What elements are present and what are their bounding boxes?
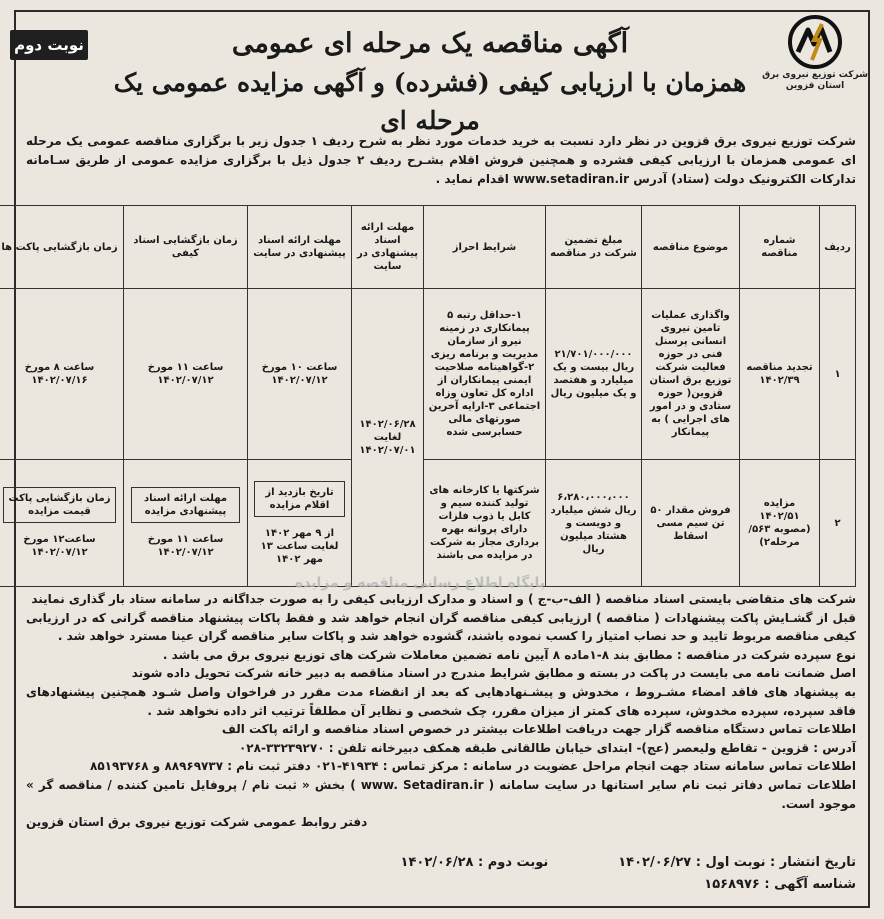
paragraph: نوع سپرده شرکت در مناقصه : مطابق بند ۸-۱ماده ۸ آیین نامه تضمین معاملات شرکت های توزیع نیروی برق می باشد . bbox=[162, 647, 856, 662]
header-radif: ردیف bbox=[820, 206, 856, 289]
row2-conditions: شرکتها یا کارخانه های تولید کننده سیم و کابل یا ذوب فلزات دارای پروانه بهره برداری مجاز به شرکت در مزایده می باشند bbox=[424, 460, 546, 587]
row2-visit-cell bbox=[248, 460, 352, 587]
row1-deadline-site: ساعت ۱۰ مورخ ۱۴۰۲/۰۷/۱۲ bbox=[248, 289, 352, 460]
row2-open-value: ساعت۱۲ مورخ ۱۴۰۲/۰۷/۱۲ bbox=[23, 534, 96, 558]
row1-conditions: ۱-حداقل رتبه ۵ پیمانکاری در زمینه نیرو از سازمان مدیریت و برنامه ریزی ۲-گواهینامه صلاحیت ایمنی پیمانکاران از اداره کل تعاون وزاه اجتماعی ۳-ارایه آخرین صورتهای مالی حسابرسی شده bbox=[424, 289, 546, 460]
header-subject: موضوع مناقصه bbox=[642, 206, 740, 289]
row1-radif: ۱ bbox=[820, 289, 856, 460]
row1-open-packets: ساعت ۸ مورخ ۱۴۰۲/۰۷/۱۶ bbox=[0, 289, 124, 460]
title-line1: آگهی مناقصه یک مرحله ای عمومی bbox=[231, 28, 629, 59]
row1-guarantee: ۲۱/۷۰۱/۰۰۰/۰۰۰ ریال بیست و یک میلیارد و هفتصد و یک میلیون ریال bbox=[546, 289, 642, 460]
header-number: شماره مناقصه bbox=[740, 206, 820, 289]
header-conditions: شرایط احراز bbox=[424, 206, 546, 289]
first-publication: تاریخ انتشار : نوبت اول : ۱۴۰۲/۰۶/۲۷ bbox=[618, 855, 856, 870]
row1-open-quality: ساعت ۱۱ مورخ ۱۴۰۲/۰۷/۱۲ bbox=[124, 289, 248, 460]
row2-number: مزایده ۱۴۰۲/۵۱ (مصوبه ۵۶۳/ مرحله۲) bbox=[740, 460, 820, 587]
paragraph: اصل ضمانت نامه می بایست در پاکت در بسته و مطابق شرایط مندرج در اسناد مناقصه به دبیر خانه شرکت تحویل داده شوند bbox=[131, 666, 856, 681]
table-row bbox=[0, 460, 856, 587]
intro-after: اقدام نماید . bbox=[435, 172, 509, 186]
row2-radif: ۲ bbox=[820, 460, 856, 587]
intro-paragraph bbox=[26, 132, 856, 189]
setad-url: www.setadiran.ir bbox=[513, 172, 630, 186]
paragraph: به پیشنهاد های فاقد امضاء مشـروط ، مخدوش و پیشـنهادهایی که بعد از انقضاء مدت مقرر در فراخوان واصل شـود همچنین پیشنهادهای فاقد سپرده، سپرده مخدوش، سپرده های کمتر از میزان مقرر، چک شخصی و نظایر آن مطلقاً ترتیب اثر داده نخواهد شد . bbox=[26, 684, 856, 718]
shared-deadline-cell: ۱۴۰۲/۰۶/۲۸ لغایت ۱۴۰۲/۰۷/۰۱ bbox=[352, 289, 424, 587]
header-deadline-site: مهلت ارائه اسناد پیشنهادی در سایت bbox=[248, 206, 352, 289]
intro-text: شرکت توزیع نیروی برق قزوین در نظر دارد نسبت به خرید خدمات مورد نظر به شرح ردیف ۱ جدول زیر با برگزاری مناقصه عمومی یک مرحله ای عمومی همزمان با ارزیابی کیفی فشرده و همچنین فروش اقلام بشـرح ردیف ۲ جدول ذیل با برگزاری مزایده عمومی از طریق سـامانه تدارکات الکترونیک دولت (ستاد) آدرس bbox=[26, 134, 856, 186]
row2-offer-cell bbox=[124, 460, 248, 587]
paragraph: اطلاعات تماس دستگاه مناقصه گزار جهت دریافت اطلاعات بیشتر در خصوص اسناد مناقصه و ارائه پاکت الف bbox=[221, 722, 856, 737]
row1-number: تجدید مناقصه ۱۴۰۲/۳۹ bbox=[740, 289, 820, 460]
ad-id: شناسه آگهی : ۱۵۶۸۹۷۶ bbox=[704, 877, 856, 892]
paragraph: اطلاعات تماس دفاتر ثبت نام سایر استانها در سایت سامانه ( www. Setadiran.ir ) بخش « ثبت نام / پروفایل تامین کننده / مناقصه گر » موجود است. bbox=[26, 777, 857, 811]
conditions-text bbox=[26, 590, 856, 832]
second-publication: نوبت دوم : ۱۴۰۲/۰۶/۲۸ bbox=[400, 855, 549, 870]
company-logo bbox=[762, 14, 868, 94]
paragraph: آدرس : قزوین - تقاطع ولیعصر (عج)- ابتدای خیابان طالقانی طبقه همکف دبیرخانه تلفن : ۳۳۲۳۹۲۷۰-۰۲۸ bbox=[238, 740, 856, 755]
header-deadline-docs: مهلت ارائه اسناد پیشنهادی در سایت bbox=[352, 206, 424, 289]
header-guarantee: مبلغ تضمین شرکت در مناقصه bbox=[546, 206, 642, 289]
table-row bbox=[0, 289, 856, 460]
row2-open-label: زمان بازگشایی پاکت قیمت مزایده bbox=[3, 487, 116, 523]
table-header-row bbox=[0, 206, 856, 289]
logo-caption-line2: استان قزوین bbox=[785, 81, 845, 91]
publication-footer bbox=[40, 852, 856, 896]
row1-subject: واگذاری عملیات تامین نیروی انسانی پرسنل فنی در حوزه فعالیت شرکت توزیع برق استان قزوین( حوزه ستادی و در امور های اجرایی ) به پیمانکار bbox=[642, 289, 740, 460]
tender-table bbox=[0, 205, 856, 587]
watermark-text: پایگاه اطلاع رسانی مناقصه و مزایده bbox=[294, 575, 546, 591]
row2-visit-label: تاریخ بازدید از اقلام مزایده bbox=[254, 481, 346, 517]
title-line2: همزمان با ارزیابی کیفی (فشرده) و آگهی مزایده عمومی یک مرحله ای bbox=[113, 68, 747, 135]
row2-guarantee: ۶،۲۸۰،۰۰۰،۰۰۰ ریال شش میلیارد و دویست و هشتاد میلیون ریال bbox=[546, 460, 642, 587]
header-titles bbox=[96, 24, 764, 140]
edition-badge: نوبت دوم bbox=[10, 30, 88, 60]
row2-offer-label: مهلت ارائه اسناد پیشنهادی مزایده bbox=[131, 487, 240, 523]
header-open-quality: زمان بازگشایی اسناد کیفی bbox=[124, 206, 248, 289]
row2-subject: فروش مقدار ۵۰ تن سیم مسی اسقاط bbox=[642, 460, 740, 587]
header-open-packets: زمان بازگشایی پاکت ها bbox=[0, 206, 124, 289]
paragraph: اطلاعات تماس سامانه ستاد جهت انجام مراحل عضویت در سامانه : مرکز تماس : ۴۱۹۳۴-۰۲۱ دفتر ثبت نام : ۸۸۹۶۹۷۳۷ و ۸۵۱۹۳۷۶۸ bbox=[90, 759, 856, 774]
logo-caption-line1: شرکت توزیع نیروی برق bbox=[762, 70, 868, 80]
signature: دفتر روابط عمومی شرکت توزیع نیروی برق استان قزوین bbox=[26, 815, 368, 830]
paragraph: قبل از گشـایش پاکت پیشنهادات ( مناقصه ) ارزیابی کیفی مناقصه گران انجام خواهد شد و فقط پاکات پیشنهاد مناقصه گرانی که در ارزیابی کیفی مناقصه مربوط تایید و حد نصاب امتیاز را کسب نموده باشند، گشوده خواهد شد و پاکات سایر مناقصه گران عینا مسترد خواهد شد . bbox=[26, 610, 856, 644]
row2-open-cell bbox=[0, 460, 124, 587]
power-distribution-logo-icon bbox=[784, 14, 846, 70]
paragraph: شرکت های متقاضی بایستی اسناد مناقصه ( الف-ب-ج ) و اسناد و مدارک ارزیابی کیفی را به صورت جداگانه در سامانه ستاد بار گذاری نمایند bbox=[31, 592, 856, 606]
row2-visit-value: از ۹ مهر ۱۴۰۲ لغایت ساعت ۱۳ مهر ۱۴۰۲ bbox=[260, 527, 339, 565]
publication-dates bbox=[40, 852, 856, 874]
row2-offer-value: ساعت ۱۱ مورخ ۱۴۰۲/۰۷/۱۲ bbox=[147, 534, 224, 558]
